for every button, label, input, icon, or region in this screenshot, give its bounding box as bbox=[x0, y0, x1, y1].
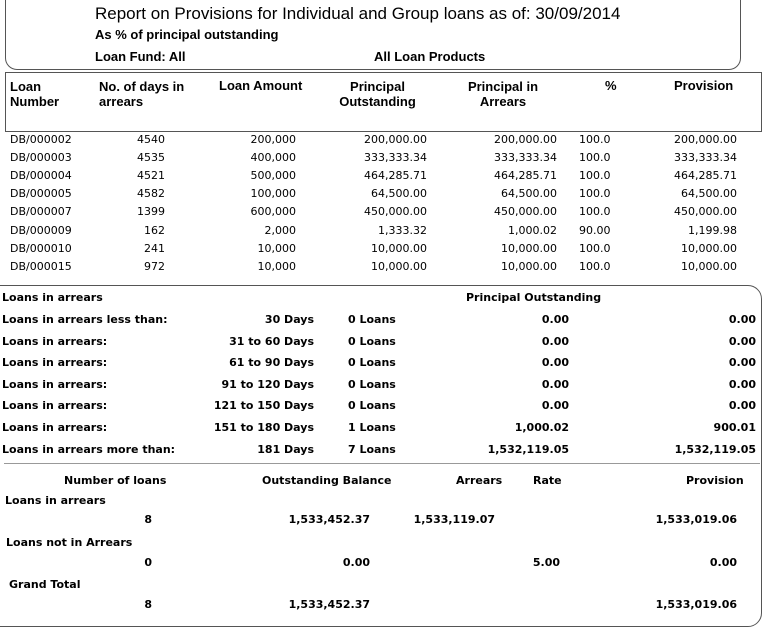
grand-total-label: Grand Total bbox=[9, 578, 81, 591]
in-arrears-number: 8 bbox=[144, 513, 152, 526]
col-principal-outstanding: Principal Outstanding bbox=[339, 79, 416, 109]
cell-loan-number: DB/000009 bbox=[10, 223, 72, 237]
cell-principal: 464,285.71 bbox=[364, 169, 427, 183]
arrears-label: Loans in arrears more than: bbox=[2, 442, 176, 456]
grand-total-provision: 1,533,019.06 bbox=[655, 598, 737, 611]
cell-percent: 100.0 bbox=[579, 205, 611, 219]
cell-percent: 100.0 bbox=[579, 241, 611, 255]
cell-principal: 64,500.00 bbox=[371, 187, 427, 201]
arrears-count: 0 Loans bbox=[348, 399, 396, 413]
arrears-range: 181 Days bbox=[257, 442, 314, 456]
arrears-provision: 0.00 bbox=[728, 334, 756, 348]
cell-provision: 450,000.00 bbox=[674, 205, 737, 219]
not-in-arrears-number: 0 bbox=[144, 556, 152, 569]
totals-arrears-header: Arrears bbox=[456, 474, 503, 487]
arrears-principal: 1,000.02 bbox=[514, 421, 569, 434]
cell-loan-number: DB/000015 bbox=[10, 259, 72, 273]
report-subtitle: As % of principal outstanding bbox=[95, 27, 279, 42]
col-percent: % bbox=[605, 78, 617, 93]
arrears-label: Loans in arrears: bbox=[2, 377, 108, 391]
arrears-range: 121 to 150 Days bbox=[213, 399, 314, 413]
cell-amount: 100,000 bbox=[250, 187, 296, 201]
cell-loan-number: DB/000007 bbox=[10, 205, 72, 219]
arrears-label: Loans in arrears: bbox=[2, 334, 108, 348]
cell-days: 241 bbox=[144, 241, 165, 255]
arrears-principal: 0.00 bbox=[541, 356, 569, 370]
loan-products-filter: All Loan Products bbox=[374, 49, 486, 64]
cell-arrears: 10,000.00 bbox=[501, 241, 557, 255]
cell-provision: 10,000.00 bbox=[681, 259, 737, 273]
arrears-provision: 0.00 bbox=[728, 356, 756, 370]
grand-total-number: 8 bbox=[144, 598, 152, 611]
arrears-range: 61 to 90 Days bbox=[229, 356, 314, 370]
totals-provision-header: Provision bbox=[686, 474, 744, 487]
in-arrears-provision: 1,533,019.06 bbox=[655, 513, 737, 526]
arrears-count: 7 Loans bbox=[348, 442, 396, 456]
arrears-label: Loans in arrears: bbox=[2, 356, 108, 370]
arrears-provision: 0.00 bbox=[728, 377, 756, 391]
cell-percent: 100.0 bbox=[579, 169, 611, 183]
cell-loan-number: DB/000004 bbox=[10, 169, 72, 183]
arrears-count: 0 Loans bbox=[348, 356, 396, 370]
cell-arrears: 333,333.34 bbox=[494, 151, 557, 165]
cell-days: 1399 bbox=[137, 205, 165, 219]
arrears-provision: 900.01 bbox=[713, 421, 756, 434]
cell-percent: 100.0 bbox=[579, 187, 611, 201]
arrears-count: 0 Loans bbox=[348, 313, 396, 326]
cell-provision: 464,285.71 bbox=[674, 169, 737, 183]
cell-percent: 100.0 bbox=[579, 151, 611, 165]
totals-outstanding-header: Outstanding Balance bbox=[262, 474, 392, 487]
cell-provision: 200,000.00 bbox=[674, 133, 737, 146]
cell-loan-number: DB/000003 bbox=[10, 151, 72, 165]
arrears-label: Loans in arrears less than: bbox=[2, 313, 168, 326]
cell-principal: 200,000.00 bbox=[364, 133, 427, 146]
cell-amount: 600,000 bbox=[250, 205, 296, 219]
cell-principal: 10,000.00 bbox=[371, 259, 427, 273]
arrears-provision: 0.00 bbox=[728, 313, 756, 326]
arrears-principal: 1,532,119.05 bbox=[487, 442, 569, 456]
not-in-arrears-outstanding: 0.00 bbox=[342, 556, 370, 569]
arrears-principal: 0.00 bbox=[541, 399, 569, 413]
totals-rate-header: Rate bbox=[533, 474, 562, 487]
arrears-label: Loans in arrears: bbox=[2, 421, 108, 434]
cell-provision: 64,500.00 bbox=[681, 187, 737, 201]
col-principal-in-arrears: Principal in Arrears bbox=[467, 79, 539, 109]
cell-arrears: 464,285.71 bbox=[494, 169, 557, 183]
cell-amount: 200,000 bbox=[250, 133, 296, 146]
arrears-principal: 0.00 bbox=[541, 313, 569, 326]
cell-principal: 450,000.00 bbox=[364, 205, 427, 219]
cell-amount: 500,000 bbox=[250, 169, 296, 183]
cell-percent: 100.0 bbox=[579, 133, 611, 146]
arrears-range: 151 to 180 Days bbox=[213, 421, 314, 434]
arrears-range: 30 Days bbox=[264, 313, 314, 326]
cell-provision: 333,333.34 bbox=[674, 151, 737, 165]
cell-principal: 1,333.32 bbox=[378, 223, 427, 237]
totals-number-header: Number of loans bbox=[64, 474, 167, 487]
cell-loan-number: DB/000005 bbox=[10, 187, 72, 201]
cell-principal: 333,333.34 bbox=[364, 151, 427, 165]
cell-provision: 10,000.00 bbox=[681, 241, 737, 255]
principal-heading: Principal Outstanding bbox=[466, 291, 602, 304]
not-in-arrears-provision: 0.00 bbox=[709, 556, 737, 569]
not-in-arrears-rate: 5.00 bbox=[532, 556, 560, 569]
summary-divider bbox=[4, 463, 760, 464]
cell-arrears: 450,000.00 bbox=[494, 205, 557, 219]
in-arrears-label: Loans in arrears bbox=[5, 494, 106, 507]
cell-provision: 1,199.98 bbox=[688, 223, 737, 237]
arrears-heading: Loans in arrears bbox=[2, 291, 103, 304]
col-provision: Provision bbox=[674, 78, 734, 93]
arrears-count: 0 Loans bbox=[348, 334, 396, 348]
arrears-principal: 0.00 bbox=[541, 377, 569, 391]
cell-principal: 10,000.00 bbox=[371, 241, 427, 255]
arrears-range: 31 to 60 Days bbox=[229, 334, 314, 348]
arrears-label: Loans in arrears: bbox=[2, 399, 108, 413]
cell-arrears: 64,500.00 bbox=[501, 187, 557, 201]
in-arrears-outstanding: 1,533,452.37 bbox=[288, 513, 370, 526]
cell-days: 4582 bbox=[137, 187, 165, 201]
arrears-count: 1 Loans bbox=[348, 421, 396, 434]
cell-amount: 10,000 bbox=[257, 259, 296, 273]
cell-percent: 100.0 bbox=[579, 259, 611, 273]
arrears-principal: 0.00 bbox=[541, 334, 569, 348]
arrears-provision: 0.00 bbox=[728, 399, 756, 413]
cell-days: 4535 bbox=[137, 151, 165, 165]
cell-loan-number: DB/000010 bbox=[10, 241, 72, 255]
cell-days: 4540 bbox=[137, 133, 165, 146]
cell-arrears: 10,000.00 bbox=[501, 259, 557, 273]
loan-fund-filter: Loan Fund: All bbox=[95, 49, 186, 64]
col-days-in-arrears: No. of days in arrears bbox=[99, 79, 185, 109]
cell-amount: 10,000 bbox=[257, 241, 296, 255]
in-arrears-arrears: 1,533,119.07 bbox=[413, 513, 495, 526]
cell-days: 162 bbox=[144, 223, 165, 237]
not-in-arrears-label: Loans not in Arrears bbox=[6, 536, 133, 549]
cell-amount: 400,000 bbox=[250, 151, 296, 165]
col-loan-number: Loan Number bbox=[10, 79, 60, 109]
report-title: Report on Provisions for Individual and Group loans as of: 30/09/2014 bbox=[95, 4, 621, 23]
arrears-provision: 1,532,119.05 bbox=[674, 442, 756, 456]
arrears-range: 91 to 120 Days bbox=[221, 377, 314, 391]
cell-amount: 2,000 bbox=[264, 223, 296, 237]
arrears-count: 0 Loans bbox=[348, 377, 396, 391]
cell-days: 972 bbox=[144, 259, 165, 273]
cell-arrears: 1,000.02 bbox=[508, 223, 557, 237]
cell-arrears: 200,000.00 bbox=[494, 133, 557, 146]
col-loan-amount: Loan Amount bbox=[219, 78, 303, 93]
cell-loan-number: DB/000002 bbox=[10, 133, 72, 146]
grand-total-outstanding: 1,533,452.37 bbox=[288, 598, 370, 611]
cell-percent: 90.00 bbox=[579, 223, 611, 237]
cell-days: 4521 bbox=[137, 169, 165, 183]
